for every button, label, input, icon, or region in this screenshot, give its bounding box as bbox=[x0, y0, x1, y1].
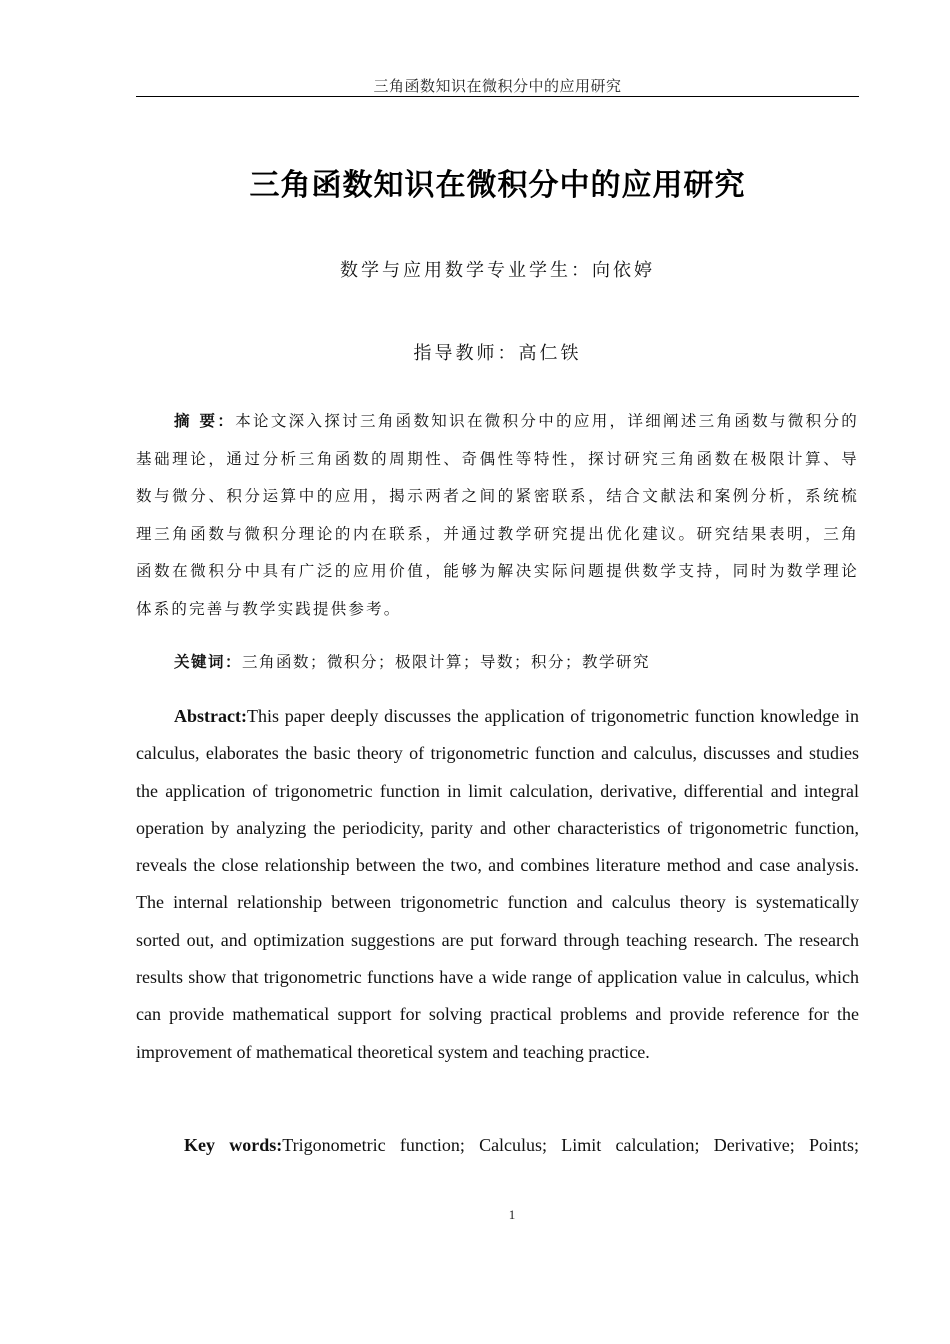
english-abstract-text: This paper deeply discusses the application of trigonometric function knowledge in calculus, elaborates the basic theory of trigonometric function and calculus, discusses and studies the application of trigonometric function in limit calculation, derivative, differential and integral operation by analyzing the periodicity, parity and other characteristics of trigonometric function, reveals the close relationship between the two, and combines literature method and case analysis. The internal relationship between trigonometric function and calculus theory is systematically sorted out, and optimization suggestions are put forward through teaching research. The research results show that trigonometric functions have a wide range of application value in calculus, which can provide mathematical support for solving practical problems and provide reference for the improvement of mathematical theoretical system and teaching practice. bbox=[136, 706, 859, 1062]
chinese-abstract-label: 摘 要： bbox=[174, 412, 236, 430]
header-rule bbox=[136, 96, 859, 97]
english-keywords bbox=[136, 1127, 859, 1164]
chinese-abstract-text: 本论文深入探讨三角函数知识在微积分中的应用，详细阐述三角函数与微积分的基础理论，通过分析三角函数的周期性、奇偶性等特性，探讨研究三角函数在极限计算、导数与微分、积分运算中的应用，揭示两者之间的紧密联系，结合文献法和案例分析，系统梳理三角函数与微积分理论的内在联系，并通过教学研究提出优化建议。研究结果表明，三角函数在微积分中具有广泛的应用价值，能够为解决实际问题提供数学支持，同时为数学理论体系的完善与教学实践提供参考。 bbox=[136, 412, 859, 618]
english-keywords-label: Key words: bbox=[184, 1135, 283, 1155]
english-abstract bbox=[136, 698, 859, 1071]
english-abstract-label: Abstract: bbox=[174, 706, 247, 726]
page-number: 1 bbox=[508, 1207, 516, 1222]
advisor-line: 指导教师：高仁铁 bbox=[413, 343, 582, 364]
author-line: 数学与应用数学专业学生：向依婷 bbox=[340, 260, 655, 281]
running-header: 三角函数知识在微积分中的应用研究 bbox=[373, 77, 622, 95]
chinese-abstract bbox=[136, 403, 859, 628]
paper-title: 三角函数知识在微积分中的应用研究 bbox=[249, 168, 746, 203]
chinese-keywords-text: 三角函数；微积分；极限计算；导数；积分；教学研究 bbox=[242, 653, 651, 671]
chinese-keywords-label: 关键词： bbox=[174, 653, 243, 671]
english-keywords-text: Trigonometric function; Calculus; Limit calculation; Derivative; Points; bbox=[282, 1135, 859, 1155]
chinese-keywords bbox=[136, 645, 859, 679]
